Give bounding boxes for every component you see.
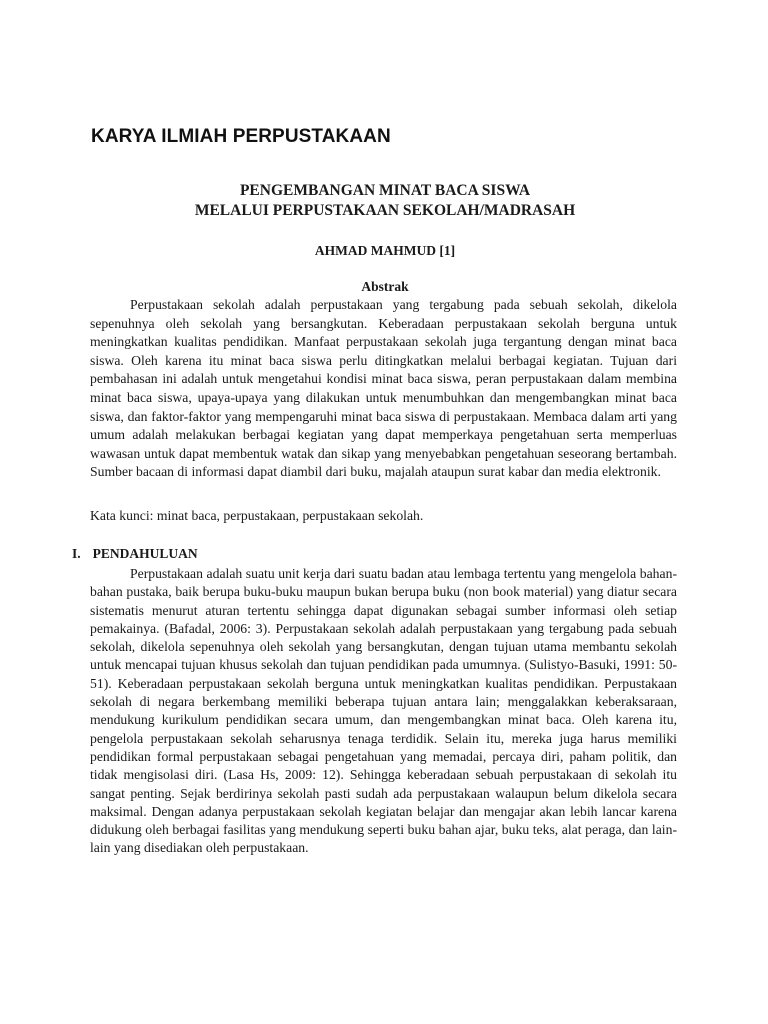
abstract-heading: Abstrak bbox=[361, 279, 409, 294]
author-name: AHMAD MAHMUD [1] bbox=[314, 243, 456, 258]
paper-title-line-1: PENGEMBANGAN MINAT BACA SISWA bbox=[239, 182, 531, 199]
section-text: Perpustakaan adalah suatu unit kerja dari suatu badan atau lembaga tertentu yang mengelola bahan-bahan pustaka, baik berupa buku-buku maupun bukan berupa buku (non book material) yang diatur secara sistematis menurut aturan tertentu sehingga dapat digunakan sebagai sumber informasi oleh setiap pemakainya. (Bafadal, 2006: 3). Perpustakaan sekolah adalah perpustakaan yang tergabung pada sebuah sekolah, dikelola sepenuhnya oleh sekolah yang bersangkutan, dengan tujuan utama membantu sekolah untuk mencapai tujuan khusus sekolah dan tujuan pendidikan pada umumnya. (Sulistyo-Basuki, 1991: 50-51). Keberadaan perpustakaan sekolah berguna untuk meningkatkan kualitas pendidikan. Perpustakaan sekolah di negara berkembang memiliki beberapa tujuan antara lain; menggalakkan keberaksaraan, mendukung kurikulum pendidikan secara umum, dan mengembangkan minat baca. Oleh karena itu, pengelola perpustakaan sekolah seharusnya tenaga terdidik. Selain itu, mereka juga harus memiliki pendidikan formal perpustakaan sebagai pengetahuan yang memadai, percaya diri, paham politik, dan tidak mengisolasi diri. (Lasa Hs, 2009: 12). Sehingga keberadaan sebuah perpustakaan di sekolah itu sangat penting. Sejak berdirinya sekolah pasti sudah ada perpustakaan walaupun belum dikelola secara maksimal. Dengan adanya perpustakaan sekolah kegiatan belajar dan mengajar akan lebih lancar karena didukung oleh berbagai fasilitas yang mendukung seperti buku bahan ajar, buku teks, alat peraga, dan lain-lain yang disediakan oleh perpustakaan. bbox=[90, 566, 677, 856]
keywords: Kata kunci: minat baca, perpustakaan, perpustakaan sekolah. bbox=[90, 508, 424, 523]
section-heading bbox=[72, 546, 198, 562]
abstract-text: Perpustakaan sekolah adalah perpustakaan yang tergabung pada sebuah sekolah, dikelola sepenuhnya oleh sekolah yang bersangkutan. Keberadaan perpustakaan sekolah berguna untuk meningkatkan kualitas pendidikan. Manfaat perpustakaan sekolah juga tergantung dengan minat baca siswa. Oleh karena itu minat baca siswa perlu ditingkatkan melalui berbagai kegiatan. Tujuan dari pembahasan ini adalah untuk mengetahui kondisi minat baca siswa, peran perpustakaan dalam membina minat baca siswa, upaya-upaya yang dilakukan untuk menumbuhkan dan mengembangkan minat baca siswa, dan faktor-faktor yang mempengaruhi minat baca siswa di perpustakaan. Membaca dalam arti yang umum adalah melakukan berbagai kegiatan yang dapat memperkaya pengetahuan serta memperluas wawasan untuk dapat membentuk watak dan sikap yang menyebabkan pengetahuan seseorang bertambah. Sumber bacaan di informasi dapat diambil dari buku, majalah ataupun surat kabar dan media elektronik. bbox=[90, 297, 677, 480]
document-title: KARYA ILMIAH PERPUSTAKAAN bbox=[91, 126, 391, 147]
paper-title-line-2: MELALUI PERPUSTAKAAN SEKOLAH/MADRASAH bbox=[194, 202, 576, 219]
section-number: I. bbox=[72, 546, 81, 561]
section-title: PENDAHULUAN bbox=[92, 546, 198, 561]
paper-title bbox=[90, 181, 680, 221]
